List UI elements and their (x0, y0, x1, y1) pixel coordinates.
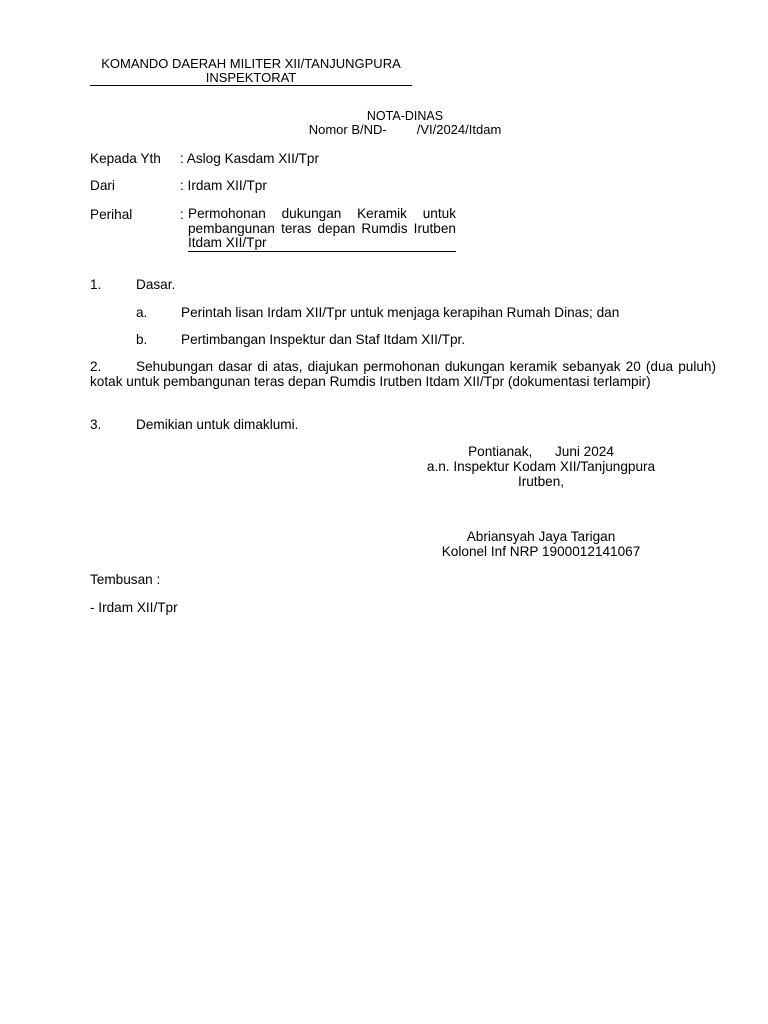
letterhead (90, 57, 412, 86)
point-2-number: 2. (90, 359, 102, 374)
point-2 (90, 360, 716, 389)
perihal-value: Permohonan dukungan Keramik untuk pembangunan teras depan Rumdis Irutben Itdam XII/Tpr (188, 206, 456, 250)
on-behalf: a.n. Inspektur Kodam XII/Tanjungpura (426, 459, 656, 474)
doc-number-label: Nomor B/ND- (308, 122, 387, 137)
point-1b-text: Pertimbangan Inspektur dan Staf Itdam XII/Tpr. (181, 332, 466, 347)
signer-rank-nrp: Kolonel Inf NRP 1900012141067 (441, 544, 641, 559)
point-1b-letter: b. (136, 332, 148, 347)
dari-value: : Irdam XII/Tpr (180, 178, 267, 193)
signature-block (400, 444, 682, 489)
point-2-text: Sehubungan dasar di atas, diajukan permohonan dukungan keramik sebanyak 20 (dua puluh) kotak untuk pembangunan teras depan Rumdis Irutben Itdam XII/Tpr (dokumentasi terlampir) (90, 359, 716, 389)
signer-name: Abriansyah Jaya Tarigan (466, 529, 616, 544)
place-date: Pontianak, Juni 2024 (468, 444, 614, 459)
perihal-colon: : (180, 207, 184, 222)
point-1-text: Dasar. (136, 277, 176, 292)
cc-item: - Irdam XII/Tpr (90, 600, 178, 615)
org-name: KOMANDO DAERAH MILITER XII/TANJUNGPURA (101, 56, 401, 71)
dari-label: Dari (90, 178, 115, 193)
kepada-label: Kepada Yth (90, 151, 161, 166)
doc-number (280, 123, 530, 137)
signer-position: Irutben, (517, 474, 565, 489)
point-3-number: 3. (90, 417, 102, 432)
point-3-text: Demikian untuk dimaklumi. (136, 417, 299, 432)
point-1-number: 1. (90, 277, 102, 292)
cc-label: Tembusan : (90, 572, 161, 587)
point-1a-letter: a. (136, 305, 148, 320)
point-1a-text: Perintah lisan Irdam XII/Tpr untuk menjaga kerapihan Rumah Dinas; dan (181, 305, 620, 320)
doc-type: NOTA-DINAS (366, 109, 444, 123)
perihal-label: Perihal (90, 207, 133, 222)
signer-details (400, 529, 682, 559)
kepada-value: : Aslog Kasdam XII/Tpr (180, 151, 320, 166)
document-title (280, 109, 530, 137)
org-unit: INSPEKTORAT (90, 71, 412, 86)
doc-number-suffix: /VI/2024/Itdam (416, 122, 502, 137)
